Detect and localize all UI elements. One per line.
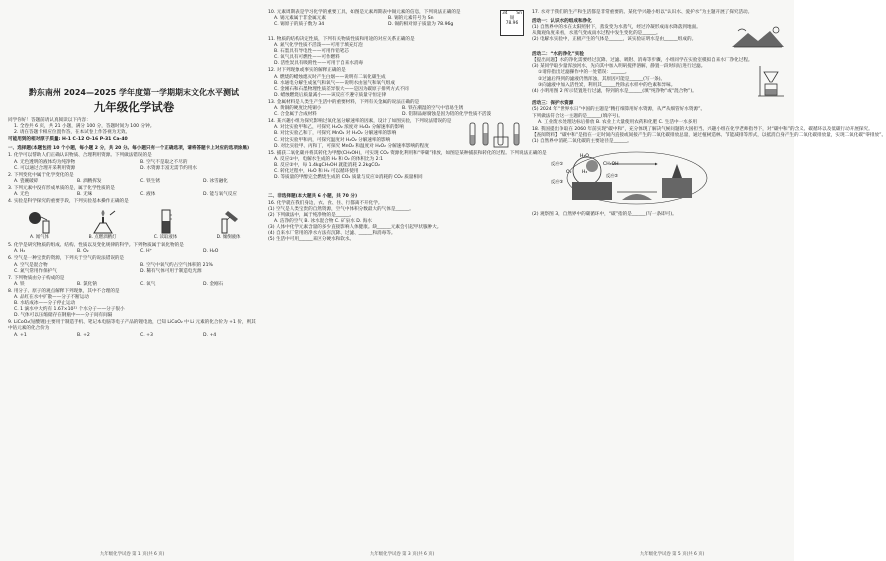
question-18-line: 【查阅资料】“碳中和”是指在一定时间内直接或间接产生的二氧化碳排放总量，通过植树造林、节能减排等形式，以抵消自身产生的二氧化碳排放量，实现二氧化碳“零排放”。 xyxy=(532,132,886,138)
option: A. 空气是混合物 xyxy=(14,262,48,268)
activity-2-line: ③向滤液中加入活性炭，利用其______性除去水样中的色素和异味。 xyxy=(538,82,676,88)
option: C. 金刚石和石墨物理性质差异很大——是因为碳原子排列方式不同 xyxy=(274,86,409,92)
question-8: 8. 用分子、原子的观点解释下列现象，其中不合理的是 xyxy=(8,288,120,294)
option: A. 铁 xyxy=(14,281,25,287)
option: B. 水结成冰——分子停止运动 xyxy=(14,301,76,307)
option: D. 等质量的甲醇完全燃烧生成的 CO₂ 质量与反应②消耗的 CO₂ 质量相同 xyxy=(274,175,423,181)
option: D. 蜡烛燃烧后质量减小——该反应不遵守质量守恒定律 xyxy=(274,92,387,98)
element-symbol: Sn xyxy=(516,11,522,16)
option: C. 氧气具有可燃性——可作燃料 xyxy=(274,55,340,61)
test-tubes-figure xyxy=(466,119,524,149)
option: B. 空气中氧气约占空气体积的 21% xyxy=(140,262,213,268)
activity-2-line: 【提出问题】水的净化需要经过沉降、过滤、吸附、消毒等步骤，小组同学在实验室模拟自来水厂净化过程。 xyxy=(532,58,753,64)
exam-title-line1: 黔东南州 2024—2025 学年度第一学期期末文化水平测试 xyxy=(28,88,240,97)
option: C. 可以通过合理开采利用资源 xyxy=(14,165,76,171)
option: A. 对比实验甲和乙，可探究 H₂O₂ 浓度对 H₂O₂ 分解速率的影响 xyxy=(274,125,404,131)
reaction-label: 反应② xyxy=(605,172,618,178)
activity-1-line: (1) 自然界中的水在太阳照射下，蒸发变为水蒸气，经过冷凝形成雨水降落到地面。 xyxy=(532,25,701,31)
figure-smell-gas xyxy=(25,209,55,241)
question-15-block xyxy=(268,150,619,191)
filtration-figure xyxy=(756,64,786,98)
activity-1-title: 活动一：认识水的组成和净化 xyxy=(532,19,592,25)
option: B. 反应②中，每 1.4kgCH₃OH 就能消耗 2.2kgCO₂ xyxy=(274,162,380,168)
figure-read-volume xyxy=(151,209,181,241)
activity-2-block xyxy=(532,64,786,98)
activity-3-line: A. 工业废水处理达标后排放 B. 农业上大量使用农药和化肥 C. 生活中一水多用 xyxy=(538,119,697,125)
option: D. 活性炭具有吸附性——可用于自来水消毒 xyxy=(274,61,364,67)
species-label: H₂ xyxy=(581,169,587,175)
option: A. +1 xyxy=(14,332,27,338)
page-footer: 九年级化学试卷 第 1 页(共 6 页) xyxy=(100,552,165,557)
option: C. 锡原子的质子数为 34 xyxy=(274,22,325,28)
figure-label: C. 读取液体 xyxy=(153,235,178,241)
option: D. 稀有气体可用于制造电光源 xyxy=(140,268,202,274)
activity-3-line: (5) 2024 年“世界水日”中国的主题是“精打细算用好水资源，从严从细管好水资源”。 xyxy=(532,107,706,113)
question-18-line: (2) 观察图 3，自然界中的碳循环中，“碳”指的是______(写一条即可)。 xyxy=(532,212,677,218)
question-10: 10. 元素周期表是学习化学的重要工具，如图是元素周期表中锡元素的信息，下列说法正确的是 xyxy=(268,10,461,15)
option: B. 水通电分解生成氢气和氧气——说明水由氢气和氧气组成 xyxy=(274,80,395,86)
question-3-options xyxy=(8,192,260,198)
option: D. 对比实验甲、丙和丁，可探究 MnO₂ 和温度对 H₂O₂ 分解速率影响的程度 xyxy=(274,143,429,149)
option: D. H₂O xyxy=(203,249,219,255)
question-9: 9. LiCoO₂(钴酸锂)主要用于制造手机、笔记本电脑等电子产品的锂电池，已知 LiCoO₂ 中 Li 元素的化合价为 +1 价，则其中钴元素的化合价为 xyxy=(8,320,256,332)
question-6-options xyxy=(8,269,260,275)
species-label: O₂ xyxy=(565,169,572,175)
alcohol-lamp-icon xyxy=(88,209,118,235)
activity-3-line: 下列做法符合这一主题的是______(填序号)。 xyxy=(532,113,623,119)
option: C. H⁺ xyxy=(140,249,153,255)
option: A. 品红在水中扩散——分子不断运动 xyxy=(14,294,89,300)
question-15: 15. 捕获二氧化碳并将其转化为甲醇(CH₃OH)，可实现 CO₂ 资源化利用和“零碳”排放，如图是某种捕获和转化的过程。下列说法正确的是 xyxy=(268,150,547,156)
species-label: CH₃OH xyxy=(602,161,619,167)
page-footer: 九年级化学试卷 第 3 页(共 6 页) xyxy=(370,552,435,557)
question-16-part: (4) 自来水厂常用的净水方法有沉降、过滤、______和消毒等。 xyxy=(268,231,396,237)
option: C. 转化过程中，H₂O 和 H₂ 可以循环使用 xyxy=(274,168,359,174)
option: B. 无味 xyxy=(77,192,93,198)
option: D. 锡的相对原子质量为 78.96g xyxy=(388,22,454,28)
species-label: H₂O xyxy=(579,153,589,159)
activity-1-block xyxy=(532,25,786,49)
option: C. +3 xyxy=(140,332,153,338)
option: C. 合金属于合成材料 xyxy=(274,112,317,118)
option: B. 空气不是取之不尽的 xyxy=(140,159,188,165)
option: A. H₂ xyxy=(14,249,26,255)
section-2-title: 二、非选择题(本大题共 6 小题，共 70 分) xyxy=(268,193,358,199)
question-12: 12. 对下列现象或事实的解释正确的是 xyxy=(268,68,346,74)
question-13: 13. 金属材料是人类生产生活中的重要材料，下列有关金属的说法正确的是 xyxy=(268,99,420,105)
question-2: 2. 下列变化中属于化学变化的是 xyxy=(8,172,74,178)
page-footer: 九年级化学试卷 第 5 页(共 6 页) xyxy=(640,552,705,557)
question-7: 7. 下列物质由分子构成的是 xyxy=(8,275,65,281)
option: C. 铁生锈 xyxy=(140,178,160,184)
figure-light-lamp xyxy=(88,209,118,241)
activity-2-line: ①请你指出过滤操作中的一处错误：______。 xyxy=(538,70,630,76)
question-1: 1. 化学可以帮助人们正确认识物质、合理利用资源。下列做法错误的是 xyxy=(8,153,152,159)
option: A. 锡元素属于非金属元素 xyxy=(274,16,326,22)
notes-line: 1. 全卷共 6 页，共 21 小题，满分 100 分，答题时间为 100 分钟。 xyxy=(14,124,155,130)
question-11: 11. 物质的结构决定性质，下列有关物质性质和用途的对应关系正确的是 xyxy=(268,37,415,42)
activity-3-title: 活动三：保护水资源 xyxy=(532,101,574,107)
option: B. 氯化钠 xyxy=(77,281,97,287)
question-10-options xyxy=(268,22,496,28)
figure-pour-liquid xyxy=(214,209,244,241)
question-2-options xyxy=(8,179,260,185)
activity-2-line: (3) 某同学取少量浑浊河水，先向其中加入明矾搅拌溶解，静置一段时间后进行过滤。 xyxy=(532,64,706,70)
option: D. +4 xyxy=(203,332,217,338)
question-5: 5. 化学是研究物质的组成、结构、性质以及变化规律的科学。下列物质属于氧化物的是 xyxy=(8,243,184,249)
reaction-label: 反应① xyxy=(550,160,563,166)
activity-2-title: 活动二：“水的净化”实验 xyxy=(532,52,584,58)
activity-2-line: ②过滤后得到的滤液仍然浑浊，其原因可能是______(写一条)。 xyxy=(538,76,666,82)
question-9-options xyxy=(8,333,260,339)
option: B. O₂ xyxy=(77,249,89,255)
option: B. +2 xyxy=(77,332,90,338)
question-4: 4. 实验是科学探究的重要手段，下列实验基本操作正确的是 xyxy=(8,199,129,205)
question-18: 18. 我国提出争取在 2060 年前实现“碳中和”，充分体现了解决气候问题的大国担当。兴趣小组在化学老师指导下，对“碳中和”的含义、碳循环以及低碳行动开展探究。 xyxy=(532,126,873,132)
activity-1-line: 从微观角度来看，水蒸气变成雨水过程中发生变化的是______。 xyxy=(532,31,661,37)
question-16-part: (2) 下列做法中，属于纯净物的是______。 xyxy=(268,212,355,218)
figure-label: D. 倾倒液体 xyxy=(216,235,241,241)
carbon-cycle-figure xyxy=(562,148,712,210)
element-name: 锡 xyxy=(509,16,515,22)
option: D. 能与氧气反应 xyxy=(203,192,238,198)
option: A. 反应①中，电解水生成的 H₂ 和 O₂ 的体积比为 2:1 xyxy=(274,156,384,162)
option: A. 无色透明的液体均为纯净物 xyxy=(14,159,76,165)
atomic-mass: 78.96 xyxy=(505,21,519,27)
activity-1-line: (2) 电解水实验中，正极产生的气体是______，该实验证明水是由______组成的。 xyxy=(532,37,697,43)
option: D. 水资源丰富无需节约用水 xyxy=(140,165,197,171)
notes-line: 2. 请在答题卡相应位置作答，在本试卷上作答视为无效。 xyxy=(14,130,131,136)
graduated-cylinder-icon xyxy=(151,209,181,235)
option: D. 铝制品耐腐蚀是因为铝的化学性质不活泼 xyxy=(402,112,492,118)
question-16-part: (3) 人体中化学元素含量的多少直接影响人体健康。缺______元素会引起甲状腺肿大。 xyxy=(268,225,442,231)
face-smelling-icon xyxy=(25,209,55,235)
question-14-block xyxy=(268,119,524,149)
reaction-label: 反应③ xyxy=(550,178,563,184)
section-1-title: 一、选择题(本题包括 10 个小题，每小题 2 分，共 20 分。每小题只有一个正确选项，请将答题卡上对应的选项涂黑) xyxy=(8,146,250,152)
notes-line: 同学你好！答题前请认真阅读以下内容： xyxy=(8,118,91,123)
option: A. 氮气化学性质不活泼——可用于填充灯泡 xyxy=(274,43,363,49)
exam-title-line2: 九年级化学试卷 xyxy=(93,100,175,114)
option: A. 洁净的空气 B. 冰水混合物 C. 矿泉水 D. 海水 xyxy=(274,219,372,225)
question-6: 6. 空气是一种宝贵的资源，下列关于空气的说法错误的是 xyxy=(8,256,125,262)
option: C. 氧气 xyxy=(140,281,156,287)
question-13-options xyxy=(268,112,524,118)
element-tile-tin xyxy=(500,10,524,36)
option: D. 金刚石 xyxy=(203,281,224,287)
option: B. 对比实验乙和丁，可探究 MnO₂ 对 H₂O₂ 分解速率的影响 xyxy=(274,131,397,137)
question-5-options xyxy=(8,249,260,255)
option: A. 燃烧的蜡烛熄灭时产生白烟——说明有二氧化碳生成 xyxy=(274,74,386,80)
pour-liquid-icon xyxy=(214,209,244,235)
question-16: 16. 化学就在我们身边，衣、食、住、行都离不开化学。 xyxy=(268,200,383,206)
question-1-options xyxy=(8,166,260,172)
option: C. 液体 xyxy=(140,192,156,198)
option: A. 黄铜的硬度比纯铜小 xyxy=(274,106,322,112)
water-cycle-figure xyxy=(730,25,786,49)
question-18-line: (1) 自然界中消耗二氧化碳的主要途径是______。 xyxy=(532,138,632,144)
option: D. 冰雪融化 xyxy=(203,178,228,184)
question-16-part: (5) 生活中可用______来区分硬水和软水。 xyxy=(268,237,355,243)
atomic-masses: 可能用到的相对原子质量: H-1 C-12 O-16 P-31 Ca-40 xyxy=(8,137,128,143)
option: A. 无色 xyxy=(14,192,30,198)
option: D. 气体可以压缩储存在钢瓶中——分子间有间隔 xyxy=(14,313,113,319)
question-16-part: (1) 空气是人类宝贵的自然资源，空气中体积分数最大的气体是______。 xyxy=(268,206,414,212)
option: B. 酒精挥发 xyxy=(77,178,102,184)
figure-label: A. 闻气体 xyxy=(30,235,49,241)
option: B. 铁在潮湿的空气中容易生锈 xyxy=(402,106,464,112)
option: B. 石墨具有导电性——可用作铅笔芯 xyxy=(274,49,349,55)
column-right xyxy=(532,10,886,545)
option: C. 氮气常用作保护气 xyxy=(14,268,57,274)
column-left xyxy=(8,10,260,545)
lab-operation-figures xyxy=(8,207,260,241)
option: A. 瓷碗破碎 xyxy=(14,178,39,184)
option: C. 1 滴水中大约有 1.67×10²¹ 个水分子——分子很小 xyxy=(14,307,125,313)
question-14: 14. 某兴趣小组为探究影响过氧化氢分解速率的因素，设计了如图实验，下列说法错误的是 xyxy=(268,119,452,125)
question-17: 17. 水对于我们的生产和生活都是非常重要的。某化学兴趣小组以“认识水、爱护水”为主题开展了探究活动。 xyxy=(532,10,753,15)
option: B. 锡的元素符号为 Sn xyxy=(388,16,434,22)
figure-label: B. 点燃酒精灯 xyxy=(88,235,117,241)
question-3: 3. 下列元素中没有形成单质的是，属于化学性质的是 xyxy=(8,185,115,191)
atomic-number: 34 xyxy=(502,11,508,16)
activity-2-line: (4) 小明用图 2 所示装置进行过滤，得到的水是______(填“纯净物”或“混合物”)。 xyxy=(532,88,697,94)
question-10-block xyxy=(268,10,524,36)
option: C. 对比实验甲和丙，可探究温度对 H₂O₂ 分解速率的影响 xyxy=(274,137,391,143)
question-7-options xyxy=(8,282,260,288)
